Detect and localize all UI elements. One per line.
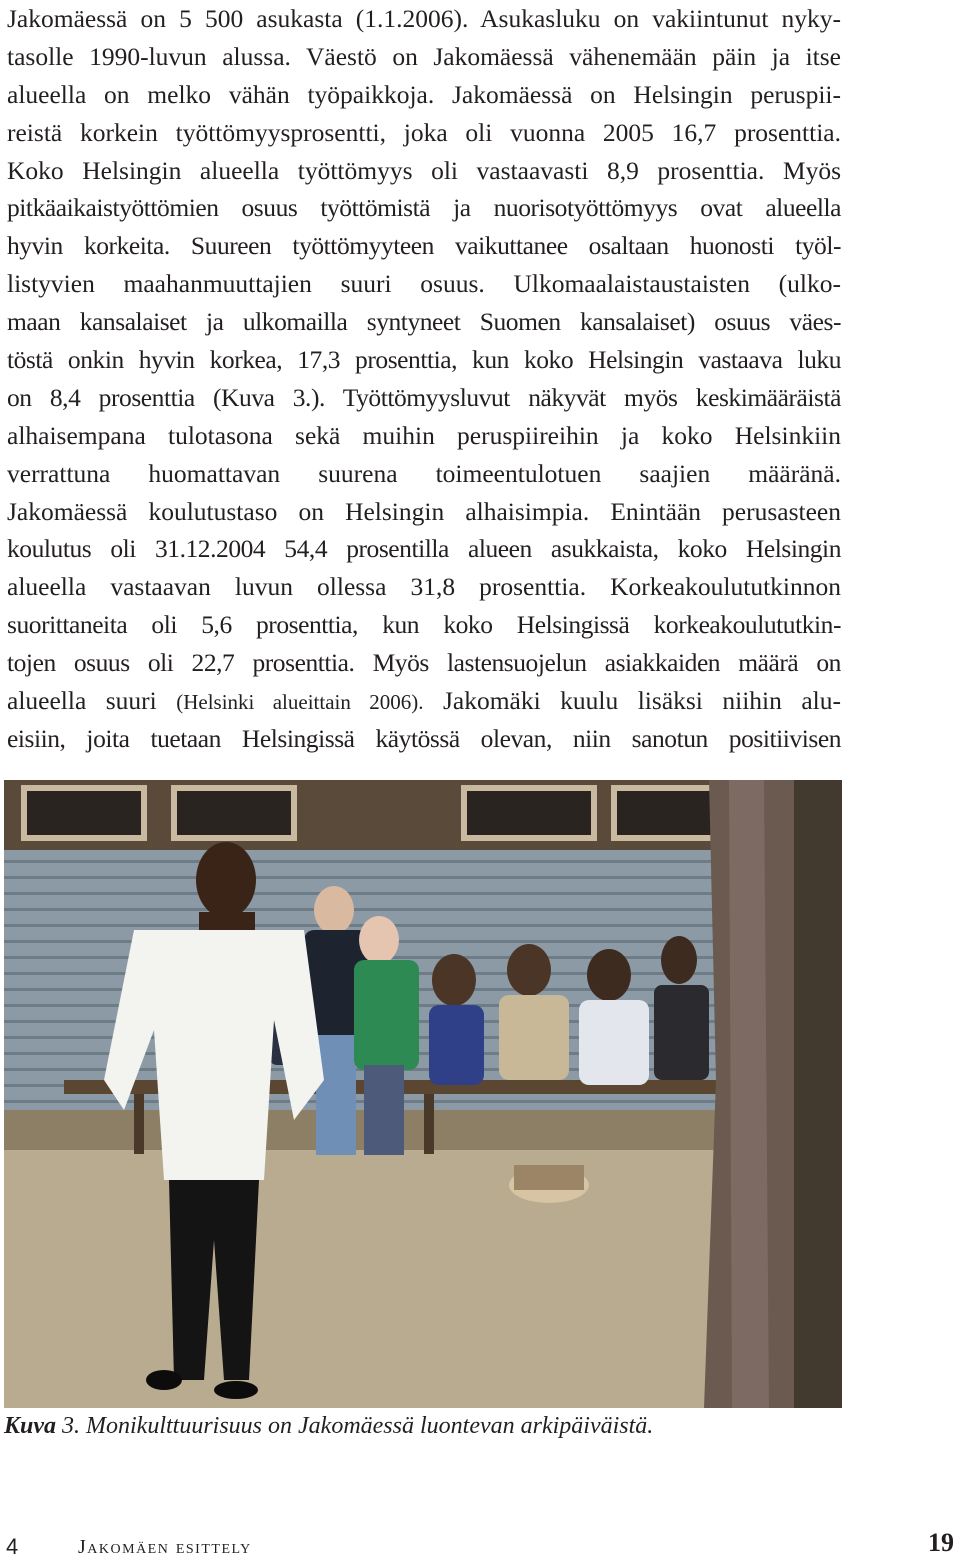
paragraph-line: Jakomäessä on 5 500 asukasta (1.1.2006). Asukasluku on vakiintunut nyky- bbox=[7, 4, 841, 33]
figure-caption bbox=[4, 1413, 653, 1440]
paragraph-line: eisiin, joita tuetaan Helsingissä käytössä olevan, niin sanotun positiivisen bbox=[7, 723, 841, 753]
photo-illustration bbox=[4, 780, 842, 1408]
paragraph-line: alhaisempana tulotasona sekä muihin peruspiireihin ja koko Helsinkiin bbox=[7, 420, 841, 450]
running-footer-title: Jakomäen esittely bbox=[78, 1536, 252, 1558]
caption-text: . Monikulttuurisuus on Jakomäessä luontevan arkipäiväistä. bbox=[74, 1413, 654, 1439]
photo-figure bbox=[4, 780, 842, 1408]
paragraph-line: alueella vastaavan luvun ollessa 31,8 prosenttia. Korkeakoulututkinnon bbox=[7, 572, 841, 602]
paragraph-line: alueella on melko vähän työpaikkoja. Jakomäessä on Helsingin peruspii- bbox=[7, 79, 841, 109]
paragraph-line: pitkäaikaistyöttömien osuus työttömistä ja nuorisotyöttömyys ovat alueella bbox=[7, 193, 841, 223]
paragraph-line: reistä korkein työttömyysprosentti, joka oli vuonna 2005 16,7 prosenttia. bbox=[7, 117, 841, 147]
paragraph-line: tojen osuus oli 22,7 prosenttia. Myös lastensuojelun asiakkaiden määrä on bbox=[7, 648, 841, 678]
paragraph-line: töstä onkin hyvin korkea, 17,3 prosenttia, kun koko Helsingin vastaava luku bbox=[7, 345, 841, 375]
paragraph-line: koulutus oli 31.12.2004 54,4 prosentilla alueen asukkaista, koko Helsingin bbox=[7, 534, 841, 564]
paragraph-line: hyvin korkeita. Suureen työttömyyteen vaikuttanee osaltaan huonosti työl- bbox=[7, 231, 841, 261]
body-paragraph bbox=[7, 0, 841, 758]
paragraph-line: suorittaneita oli 5,6 prosenttia, kun koko Helsingissä korkeakoulututkin- bbox=[7, 610, 841, 640]
paragraph-line bbox=[7, 682, 841, 720]
paragraph-line: listyvien maahanmuuttajien suuri osuus. Ulkomaalaistaustaisten (ulko- bbox=[7, 269, 841, 299]
line-text: Jakomäki kuulu lisäksi niihin alu- bbox=[423, 686, 841, 716]
paragraph-line: on 8,4 prosenttia (Kuva 3.). Työttömyysluvut näkyvät myös keskimääräistä bbox=[7, 382, 841, 412]
page-number-right: 19 bbox=[928, 1528, 954, 1557]
paragraph-line: verrattuna huomattavan suurena toimeentulotuen saajien määränä. bbox=[7, 458, 841, 488]
paragraph-line: maan kansalaiset ja ulkomailla syntyneet Suomen kansalaiset) osuus väes- bbox=[7, 307, 841, 337]
paragraph-line: tasolle 1990-luvun alussa. Väestö on Jakomäessä vähenemään päin ja itse bbox=[7, 41, 841, 71]
caption-number: 3 bbox=[56, 1413, 75, 1439]
caption-lead: Kuva bbox=[4, 1413, 57, 1439]
paragraph-line: Jakomäessä koulutustaso on Helsingin alhaisimpia. Enintään perusasteen bbox=[7, 496, 841, 526]
line-text: alueella suuri bbox=[7, 686, 177, 716]
page-number-left: 4 bbox=[6, 1534, 19, 1559]
citation: (Helsinki alueittain 2006). bbox=[176, 690, 424, 715]
paragraph-line: Koko Helsingin alueella työttömyys oli vastaavasti 8,9 prosenttia. Myös bbox=[7, 155, 841, 185]
